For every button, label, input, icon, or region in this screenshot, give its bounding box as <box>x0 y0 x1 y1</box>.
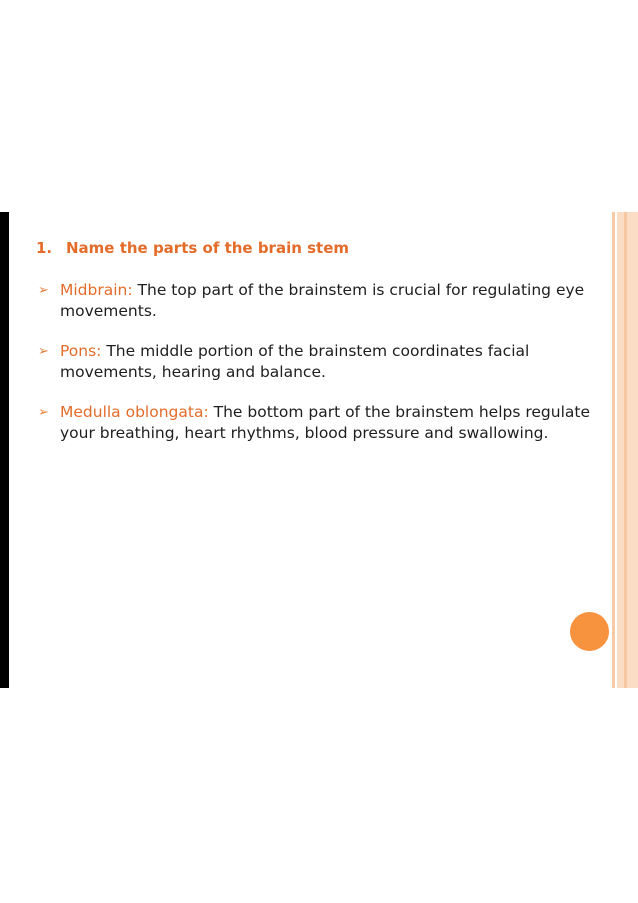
bullet-item-medulla-oblongata <box>38 402 593 444</box>
arrow-bullet-icon: ➢ <box>38 405 49 420</box>
heading-number: 1. <box>36 239 53 257</box>
arrow-bullet-icon: ➢ <box>38 283 49 298</box>
bullet-term: Pons: <box>60 342 102 360</box>
bullet-term: Medulla oblongata: <box>60 403 209 421</box>
slide-heading <box>36 239 349 257</box>
decorative-stripe-line <box>624 212 627 688</box>
decorative-stripe-line <box>612 212 615 688</box>
slide <box>0 212 638 688</box>
heading-text: Name the parts of the brain stem <box>66 239 350 257</box>
bullet-text: The middle portion of the brainstem coordinates facial movements, hearing and balance. <box>60 342 530 381</box>
bullet-item-pons <box>38 341 593 383</box>
bullet-text: The top part of the brainstem is crucial for regulating eye movements. <box>60 281 585 320</box>
left-border-bar <box>0 212 9 688</box>
decorative-circle <box>570 612 609 651</box>
bullet-item-midbrain <box>38 280 593 322</box>
bullet-list <box>38 280 593 463</box>
arrow-bullet-icon: ➢ <box>38 344 49 359</box>
decorative-stripe <box>617 212 638 688</box>
bullet-term: Midbrain: <box>60 281 133 299</box>
bullet-text: The bottom part of the brainstem helps regulate your breathing, heart rhythms, blood pressure and swallowing. <box>60 403 591 442</box>
